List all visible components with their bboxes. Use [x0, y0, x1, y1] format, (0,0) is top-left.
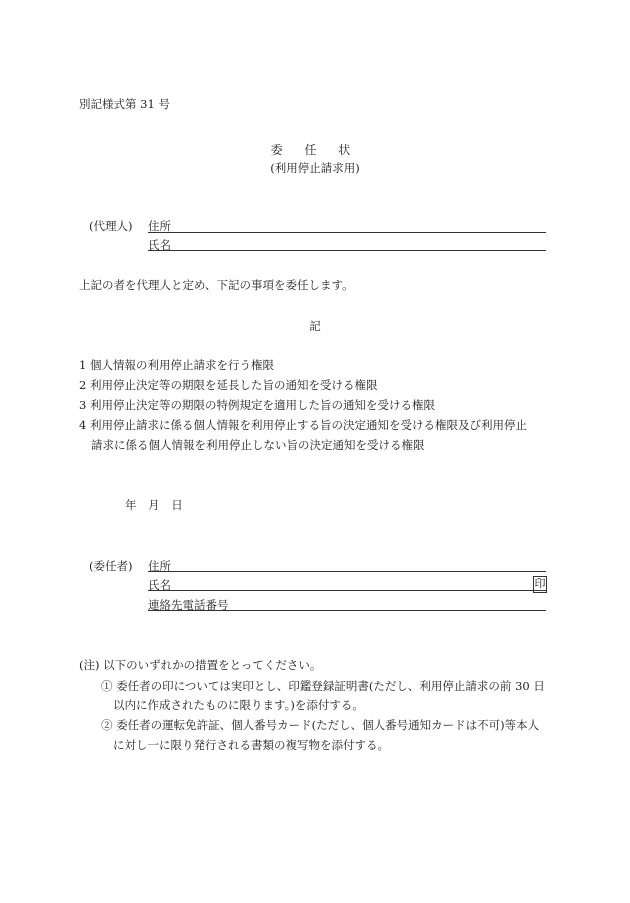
authority-item-4-continued: 請求に係る個人情報を利用停止しない旨の決定通知を受ける権限 [91, 438, 425, 452]
agent-address-label: 住所 [148, 219, 171, 233]
note-1-line-1: ① 委任者の印については実印とし、印鑑登録証明書(ただし、利用停止請求の前 30 日 [101, 679, 545, 693]
principal-name-field[interactable] [148, 590, 546, 591]
agent-name-field[interactable] [148, 250, 546, 251]
date-line[interactable]: 年 月 日 [125, 498, 183, 512]
seal-mark: 印 [533, 576, 547, 593]
authority-item-2: 2 利用停止決定等の期限を延長した旨の通知を受ける権限 [79, 378, 378, 392]
authority-item-1: 1 個人情報の利用停止請求を行う権限 [79, 358, 274, 372]
ki-heading: 記 [309, 319, 321, 333]
form-title: 委 任 状 [270, 143, 360, 157]
principal-name-label: 氏名 [148, 578, 171, 592]
note-2-line-2: に対し一に限り発行される書類の複写物を添付する。 [113, 738, 389, 752]
agent-name-label: 氏名 [148, 238, 171, 252]
principal-address-label: 住所 [148, 559, 171, 573]
principal-phone-field[interactable] [148, 610, 546, 611]
authority-item-4: 4 利用停止請求に係る個人情報を利用停止する旨の決定通知を受ける権限及び利用停止 [79, 418, 527, 432]
note-2-line-1: ② 委任者の運転免許証、個人番号カード(ただし、個人番号通知カードは不可)等本人 [101, 718, 540, 732]
principal-address-field[interactable] [148, 571, 546, 572]
form-number: 別記様式第 31 号 [79, 97, 170, 111]
agent-label: (代理人) [89, 219, 133, 233]
agent-address-field[interactable] [148, 232, 546, 233]
note-1-line-2: 以内に作成されたものに限ります。)を添付する。 [113, 698, 364, 712]
principal-phone-label: 連絡先電話番号 [148, 598, 229, 612]
form-subtitle: (利用停止請求用) [270, 161, 360, 175]
authority-item-3: 3 利用停止決定等の期限の特例規定を適用した旨の通知を受ける権限 [79, 398, 435, 412]
notes-heading: (注) 以下のいずれかの措置をとってください。 [79, 658, 322, 672]
delegation-statement: 上記の者を代理人と定め、下記の事項を委任します。 [79, 278, 354, 292]
principal-label: (委任者) [89, 559, 133, 573]
